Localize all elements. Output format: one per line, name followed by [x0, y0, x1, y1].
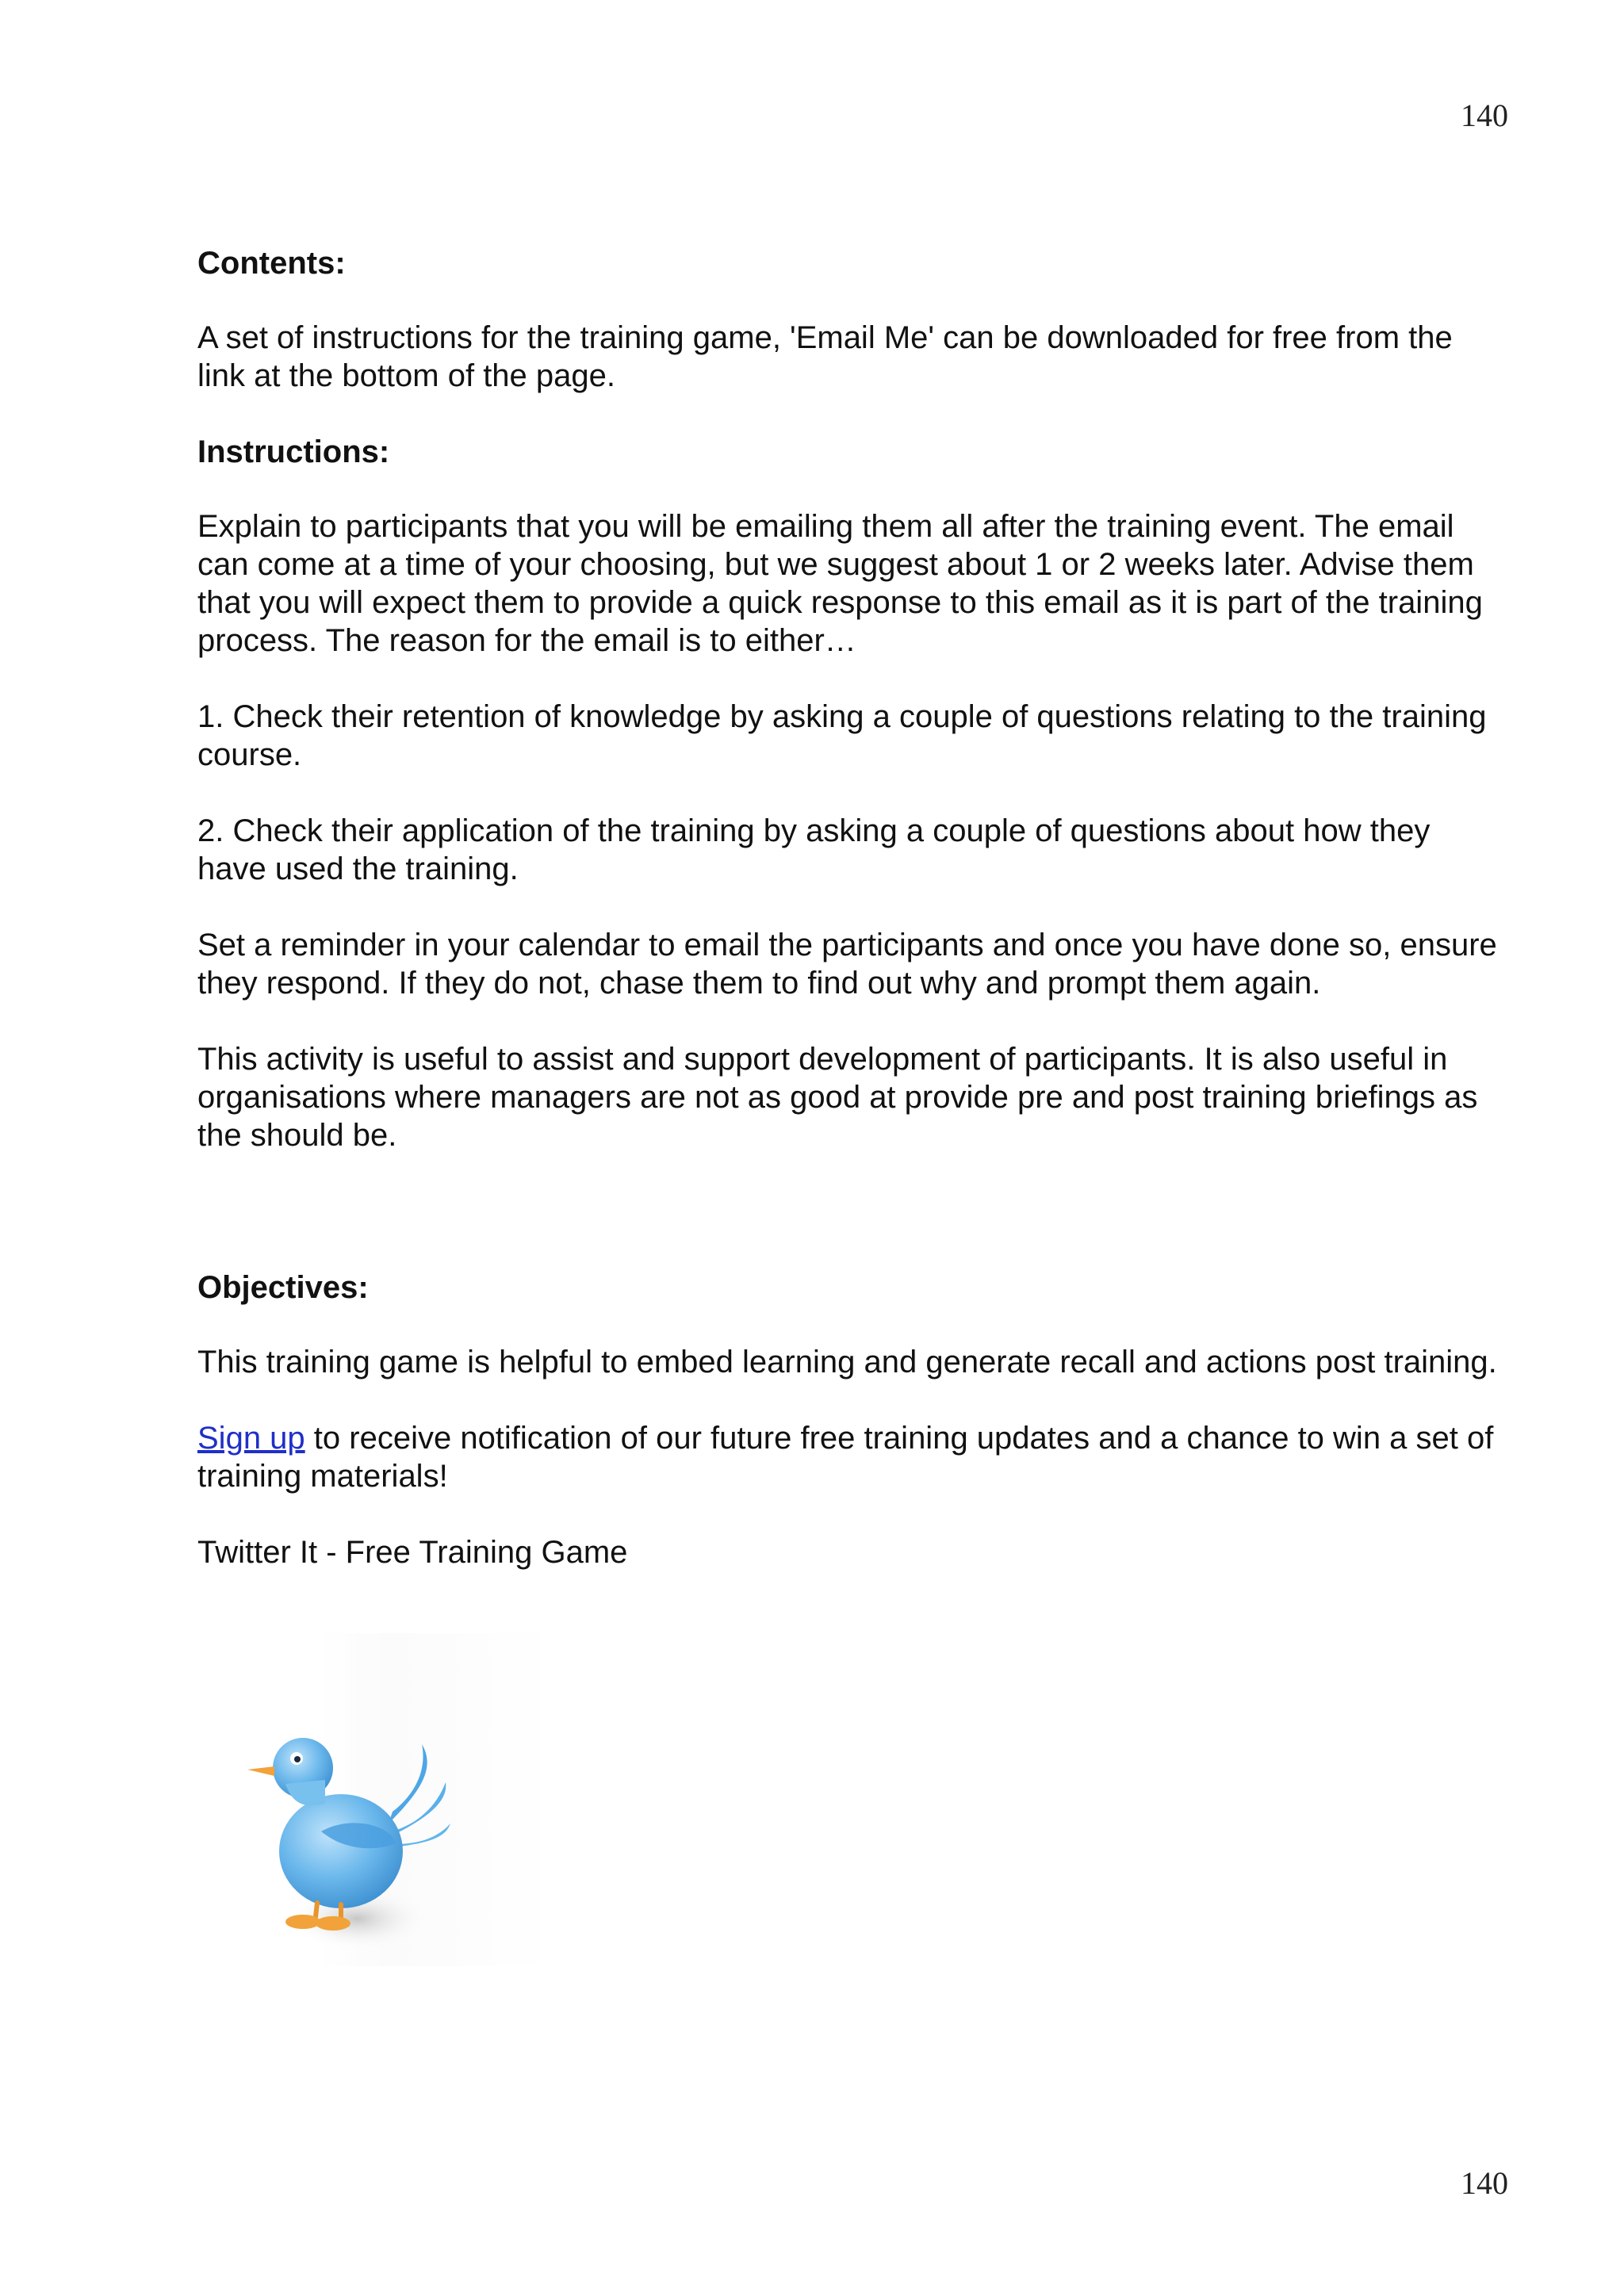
objectives-text: This training game is helpful to embed learning and generate recall and actions post training.	[197, 1345, 1497, 1380]
document-body	[197, 244, 1506, 1609]
page-number-top: 140	[1461, 98, 1508, 133]
objectives-heading: Objectives:	[197, 1270, 369, 1305]
next-game-title: Twitter It - Free Training Game	[197, 1535, 628, 1570]
instructions-paragraph-1: Explain to participants that you will be emailing them all after the training event. The email can come at a time of your choosing, but we suggest about 1 or 2 weeks later. Advise them that you will expect them to provide a quick response to this email as it is part of the training process. The reason for the email is to either…	[197, 509, 1483, 658]
bird-tail	[389, 1744, 427, 1823]
contents-heading: Contents:	[197, 246, 346, 281]
contents-text: A set of instructions for the training game, 'Email Me' can be downloaded for free from the link at the bottom of the page.	[197, 320, 1453, 393]
bird-foot-left	[285, 1915, 320, 1929]
instructions-paragraph-5: This activity is useful to assist and support development of participants. It is also useful in organisations where managers are not as good at provide pre and post training briefings as the should be.	[197, 1042, 1478, 1153]
spacer	[197, 1192, 1506, 1269]
instructions-heading: Instructions:	[197, 434, 390, 469]
bird-beak	[247, 1766, 274, 1776]
bird-foot-right	[316, 1916, 350, 1931]
page-number-bottom: 140	[1461, 2165, 1508, 2201]
instructions-paragraph-3: 2. Check their application of the training by asking a couple of questions about how they have used the training.	[197, 813, 1431, 886]
signup-paragraph	[197, 1419, 1506, 1495]
signup-text: to receive notification of our future free training updates and a chance to win a set of training materials!	[197, 1421, 1494, 1494]
instructions-paragraph-2: 1. Check their retention of knowledge by asking a couple of questions relating to the training course.	[197, 699, 1487, 772]
bird-icon	[238, 1705, 476, 1958]
bird-body	[279, 1794, 403, 1908]
signup-link[interactable]: Sign up	[197, 1421, 305, 1456]
instructions-paragraph-4: Set a reminder in your calendar to email the participants and once you have done so, ensure they respond. If they do not, chase them to find out why and prompt them again.	[197, 928, 1497, 1001]
